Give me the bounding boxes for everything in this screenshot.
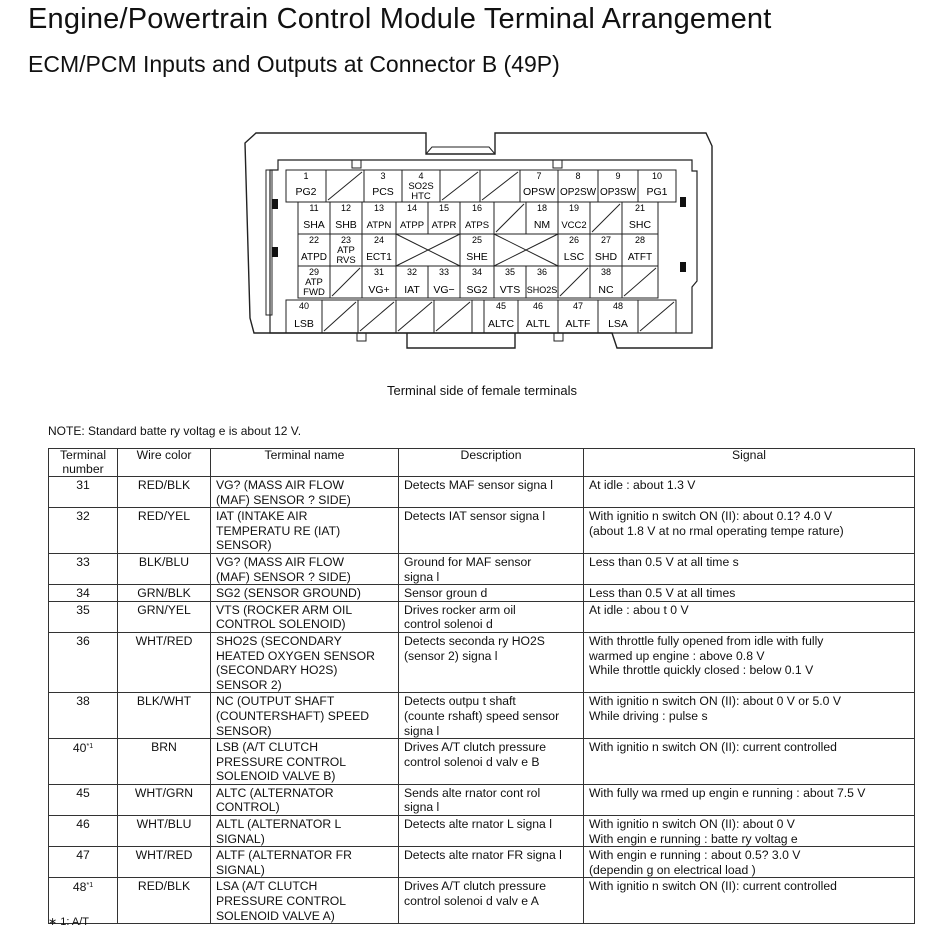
pin-number: 11 <box>309 203 319 213</box>
pin-number: 33 <box>438 267 450 277</box>
terminal-name: VTS (ROCKER ARM OIL CONTROL SOLENOID) <box>211 601 399 632</box>
header-wire-color: Wire color <box>118 449 211 477</box>
wire-color: BRN <box>118 739 211 785</box>
signal: With ignitio n switch ON (II): current controlled <box>584 878 915 924</box>
pin-label: NM <box>533 219 551 231</box>
table-row <box>49 847 915 878</box>
wire-color: WHT/BLU <box>118 816 211 847</box>
terminal-number: 45 <box>49 784 118 815</box>
description: Ground for MAF sensor signa l <box>399 553 584 584</box>
pin-number: 28 <box>634 235 646 245</box>
pin-label: LSA <box>608 318 628 330</box>
terminal-name: ALTC (ALTERNATOR CONTROL) <box>211 784 399 815</box>
header-description: Description <box>399 449 584 477</box>
table-row <box>49 601 915 632</box>
pin-label: RVS <box>336 255 356 266</box>
pin-label: SHA <box>303 219 325 231</box>
pin-label: SHB <box>335 219 357 231</box>
pin-label: SHE <box>466 251 488 263</box>
connector-key <box>272 199 278 209</box>
pin-label: FWD <box>303 287 325 298</box>
terminal-number: 33 <box>49 553 118 584</box>
pin-number: 15 <box>438 203 450 213</box>
signal: With ignitio n switch ON (II): about 0 V or 5.0 V While driving : pulse s <box>584 693 915 739</box>
terminal-number: 31 <box>49 477 118 508</box>
pin-label: SHO2S <box>526 285 558 295</box>
signal: Less than 0.5 V at all time s <box>584 553 915 584</box>
pin-label: ATP <box>305 277 323 288</box>
pin-number: 1 <box>303 171 309 181</box>
pin-label: ATFT <box>627 252 653 263</box>
header-signal: Signal <box>584 449 915 477</box>
description: Detects alte rnator L signa l <box>399 816 584 847</box>
pin-number: 16 <box>471 203 483 213</box>
signal: At idle : abou t 0 V <box>584 601 915 632</box>
terminal-name: ALTL (ALTERNATOR L SIGNAL) <box>211 816 399 847</box>
wire-color: GRN/BLK <box>118 585 211 602</box>
page-subtitle: ECM/PCM Inputs and Outputs at Connector B (49P) <box>28 51 560 77</box>
pin-number: 12 <box>340 203 352 213</box>
pin-number: 13 <box>373 203 385 213</box>
footnote: ∗ 1: A/T <box>48 916 90 928</box>
table-row <box>49 784 915 815</box>
table-row <box>49 878 915 924</box>
table-row <box>49 816 915 847</box>
terminal-name: SG2 (SENSOR GROUND) <box>211 585 399 602</box>
signal: With ignitio n switch ON (II): about 0 V With engin e running : batte ry voltag e <box>584 816 915 847</box>
pin-label: SHC <box>628 219 652 231</box>
page-title: Engine/Powertrain Control Module Terminal Arrangement <box>28 3 772 35</box>
terminal-number: 38 <box>49 693 118 739</box>
connector-lock-tab <box>407 333 515 348</box>
signal: With engin e running : about 0.5? 3.0 V (dependin g on electrical load ) <box>584 847 915 878</box>
pin-label: ALTF <box>565 318 591 330</box>
signal-table <box>48 448 915 924</box>
pin-label: OPSW <box>522 186 556 198</box>
pin-label: LSB <box>294 318 314 330</box>
pin-label: VTS <box>499 284 521 296</box>
pin-label: OP2SW <box>559 187 597 198</box>
terminal-name: SHO2S (SECONDARY HEATED OXYGEN SENSOR (SECONDARY HO2S) SENSOR 2) <box>211 632 399 692</box>
pin-label: VG+ <box>368 284 390 296</box>
pin-number: 24 <box>373 235 385 245</box>
pin-label: ATPN <box>366 220 392 231</box>
connector-key <box>680 262 686 272</box>
table-header-row <box>49 449 915 477</box>
connector-diagram <box>0 0 944 380</box>
terminal-name: NC (OUTPUT SHAFT (COUNTERSHAFT) SPEED SENSOR) <box>211 693 399 739</box>
wire-color: WHT/RED <box>118 632 211 692</box>
terminal-number: 48$^{*1}$ <box>49 878 118 924</box>
pin-label: PCS <box>372 186 394 198</box>
header-terminal: Terminal number <box>49 449 118 477</box>
terminal-number: 36 <box>49 632 118 692</box>
table-row <box>49 553 915 584</box>
pin-label: ALTL <box>525 318 551 330</box>
pin-number: 23 <box>340 235 352 245</box>
wire-color: BLK/WHT <box>118 693 211 739</box>
table-row <box>49 693 915 739</box>
header-terminal-name: Terminal name <box>211 449 399 477</box>
signal: With fully wa rmed up engin e running : about 7.5 V <box>584 784 915 815</box>
connector-key <box>680 197 686 207</box>
pin-label: VCC2 <box>561 220 587 231</box>
pin-label: ATPR <box>431 220 457 231</box>
pin-number: 38 <box>600 267 612 277</box>
pin-label: PG2 <box>295 186 317 198</box>
pin-label: PG1 <box>646 186 668 198</box>
pin-number: 32 <box>406 267 418 277</box>
pin-number: 40 <box>298 301 310 311</box>
pin-number: 47 <box>572 301 584 311</box>
pin-label: HTC <box>411 191 431 202</box>
wire-color: BLK/BLU <box>118 553 211 584</box>
terminal-name: LSA (A/T CLUTCH PRESSURE CONTROL SOLENOID VALVE A) <box>211 878 399 924</box>
pin-number: 18 <box>536 203 548 213</box>
pin-number: 9 <box>615 171 621 181</box>
pin-label: SG2 <box>466 284 488 296</box>
signal: Less than 0.5 V at all times <box>584 585 915 602</box>
footnote-marker: *1 <box>86 743 94 751</box>
pin-label: SO2S <box>408 181 434 192</box>
pin-label: NC <box>598 284 614 296</box>
pin-number: 3 <box>380 171 386 181</box>
signal: With throttle fully opened from idle with fully warmed up engine : above 0.8 V While throttle quickly closed : below 0.1 V <box>584 632 915 692</box>
table-row <box>49 477 915 508</box>
pin-label: ATPS <box>464 220 490 231</box>
pin-label: OP3SW <box>599 187 637 198</box>
pin-number: 21 <box>634 203 646 213</box>
pin-number: 31 <box>373 267 385 277</box>
pin-label: ECT1 <box>366 252 392 263</box>
terminal-number: 34 <box>49 585 118 602</box>
pin-label: ATPD <box>301 252 327 263</box>
pin-number: 29 <box>308 267 320 277</box>
description: Drives A/T clutch pressure control solenoi d valv e B <box>399 739 584 785</box>
table-row <box>49 585 915 602</box>
pin-number: 45 <box>495 301 507 311</box>
description: Detects seconda ry HO2S (sensor 2) signa l <box>399 632 584 692</box>
signal: At idle : about 1.3 V <box>584 477 915 508</box>
pin-label: ALTC <box>487 318 515 330</box>
description: Drives A/T clutch pressure control solenoi d valv e A <box>399 878 584 924</box>
description: Detects IAT sensor signa l <box>399 508 584 554</box>
pin-number: 26 <box>568 235 580 245</box>
description: Detects alte rnator FR signa l <box>399 847 584 878</box>
terminal-name: ALTF (ALTERNATOR FR SIGNAL) <box>211 847 399 878</box>
voltage-note: NOTE: Standard batte ry voltag e is about 12 V. <box>48 424 302 438</box>
pin-number: 8 <box>575 171 581 181</box>
table-row <box>49 632 915 692</box>
terminal-name: IAT (INTAKE AIR TEMPERATU RE (IAT) SENSOR) <box>211 508 399 554</box>
pin-number: 36 <box>536 267 548 277</box>
wire-color: RED/BLK <box>118 878 211 924</box>
terminal-number: 40$^{*1}$ <box>49 739 118 785</box>
description: Detects outpu t shaft (counte rshaft) speed sensor signa l <box>399 693 584 739</box>
terminal-name: LSB (A/T CLUTCH PRESSURE CONTROL SOLENOID VALVE B) <box>211 739 399 785</box>
description: Sensor groun d <box>399 585 584 602</box>
pin-label: IAT <box>404 284 420 296</box>
pin-label: SHD <box>594 251 618 263</box>
footnote-marker: *1 <box>86 882 94 890</box>
pin-number: 46 <box>532 301 544 311</box>
wire-color: GRN/YEL <box>118 601 211 632</box>
terminal-number: 35 <box>49 601 118 632</box>
description: Drives rocker arm oil control solenoi d <box>399 601 584 632</box>
pin-number: 48 <box>612 301 624 311</box>
pin-number: 27 <box>600 235 612 245</box>
pin-number: 4 <box>418 171 424 181</box>
connector-key <box>272 247 278 257</box>
pin-number: 14 <box>406 203 418 213</box>
pin-number: 19 <box>568 203 580 213</box>
pin-label: ATP <box>337 245 355 256</box>
connector-caption: Terminal side of female terminals <box>386 383 578 398</box>
description: Detects MAF sensor signa l <box>399 477 584 508</box>
description: Sends alte rnator cont rol signa l <box>399 784 584 815</box>
wire-color: WHT/GRN <box>118 784 211 815</box>
pin-number: 10 <box>651 171 663 181</box>
terminal-number: 46 <box>49 816 118 847</box>
pin-label: VG− <box>433 284 455 296</box>
pin-number: 22 <box>308 235 320 245</box>
table-row <box>49 508 915 554</box>
wire-color: WHT/RED <box>118 847 211 878</box>
terminal-number: 47 <box>49 847 118 878</box>
wire-color: RED/BLK <box>118 477 211 508</box>
pin-number: 35 <box>504 267 516 277</box>
wire-color: RED/YEL <box>118 508 211 554</box>
pin-number: 34 <box>471 267 483 277</box>
pin-label: LSC <box>563 251 585 263</box>
terminal-number: 32 <box>49 508 118 554</box>
signal: With ignitio n switch ON (II): current controlled <box>584 739 915 785</box>
pin-number: 7 <box>536 171 542 181</box>
terminal-name: VG? (MASS AIR FLOW (MAF) SENSOR ? SIDE) <box>211 553 399 584</box>
pin-label: ATPP <box>399 220 425 231</box>
pin-number: 25 <box>471 235 483 245</box>
signal: With ignitio n switch ON (II): about 0.1? 4.0 V (about 1.8 V at no rmal operating tempe rature) <box>584 508 915 554</box>
terminal-name: VG? (MASS AIR FLOW (MAF) SENSOR ? SIDE) <box>211 477 399 508</box>
table-row <box>49 739 915 785</box>
